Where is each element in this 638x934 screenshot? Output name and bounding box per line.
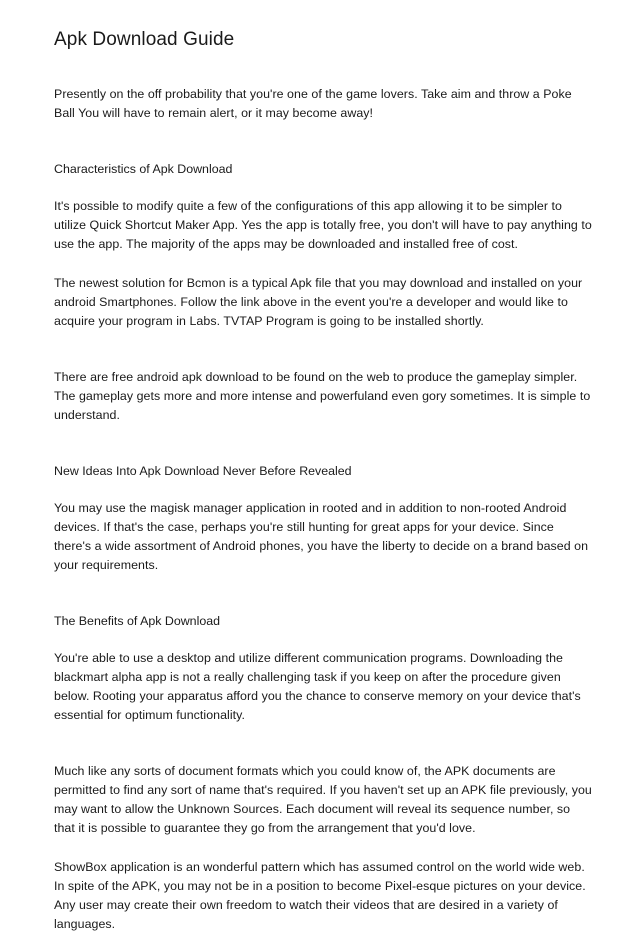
document-title: Apk Download Guide (54, 29, 235, 50)
section-heading-new-ideas: New Ideas Into Apk Download Never Before Revealed (54, 464, 352, 478)
spacer (54, 838, 594, 858)
paragraph: Much like any sorts of document formats which you could know of, the APK documents are permitted to find any sort of name that's required. If you haven't set up an APK file previously, you may want to allow the Unknown Sources. Each document will reveal its sequence number, so that it is possible to guarantee they go from the arrangement that you'd love. (54, 764, 592, 835)
document-page (54, 28, 594, 934)
section-heading-characteristics: Characteristics of Apk Download (54, 162, 233, 176)
paragraph: The newest solution for Bcmon is a typical Apk file that you may download and installed on your android Smartphones. Follow the link above in the event you're a developer and would like to acquire your program in Labs. TVTAP Program is going to be installed shortly. (54, 276, 583, 328)
spacer (54, 631, 594, 649)
paragraph: You may use the magisk manager application in rooted and in addition to non-rooted Android devices. If that's the case, perhaps you're still hunting for great apps for your device. Since there's a wide assortment of Android phones, you have the liberty to decide on a brand based on your requirements. (54, 501, 589, 572)
spacer (54, 481, 594, 499)
spacer (54, 725, 594, 762)
intro-paragraph: Presently on the off probability that you're one of the game lovers. Take aim and throw a Poke Ball You will have to remain alert, or it may become away! (54, 87, 572, 120)
paragraph: It's possible to modify quite a few of the configurations of this app allowing it to be simpler to utilize Quick Shortcut Maker App. Yes the app is totally free, you don't will have to pay anything to use the app. The majority of the apps may be downloaded and installed free of cost. (54, 199, 592, 251)
section-heading-benefits: The Benefits of Apk Download (54, 614, 220, 628)
spacer (54, 254, 594, 274)
spacer (54, 425, 594, 462)
spacer (54, 575, 594, 612)
spacer (54, 331, 594, 368)
spacer (54, 123, 594, 160)
paragraph: There are free android apk download to be found on the web to produce the gameplay simpler. The gameplay gets more and more intense and powerfuland even gory sometimes. It is simple to understand. (54, 370, 591, 422)
spacer (54, 179, 594, 197)
paragraph: You're able to use a desktop and utilize different communication programs. Downloading the blackmart alpha app is not a really challenging task if you keep on after the procedure given below. Rooting your apparatus afford you the chance to conserve memory on your device that's essential for optimum functionality. (54, 651, 581, 722)
paragraph: ShowBox application is an wonderful pattern which has assumed control on the world wide web. In spite of the APK, you may not be in a position to become Pixel-esque pictures on your device. Any user may create their own freedom to watch their videos that are desired in a variety of languages. (54, 860, 586, 931)
